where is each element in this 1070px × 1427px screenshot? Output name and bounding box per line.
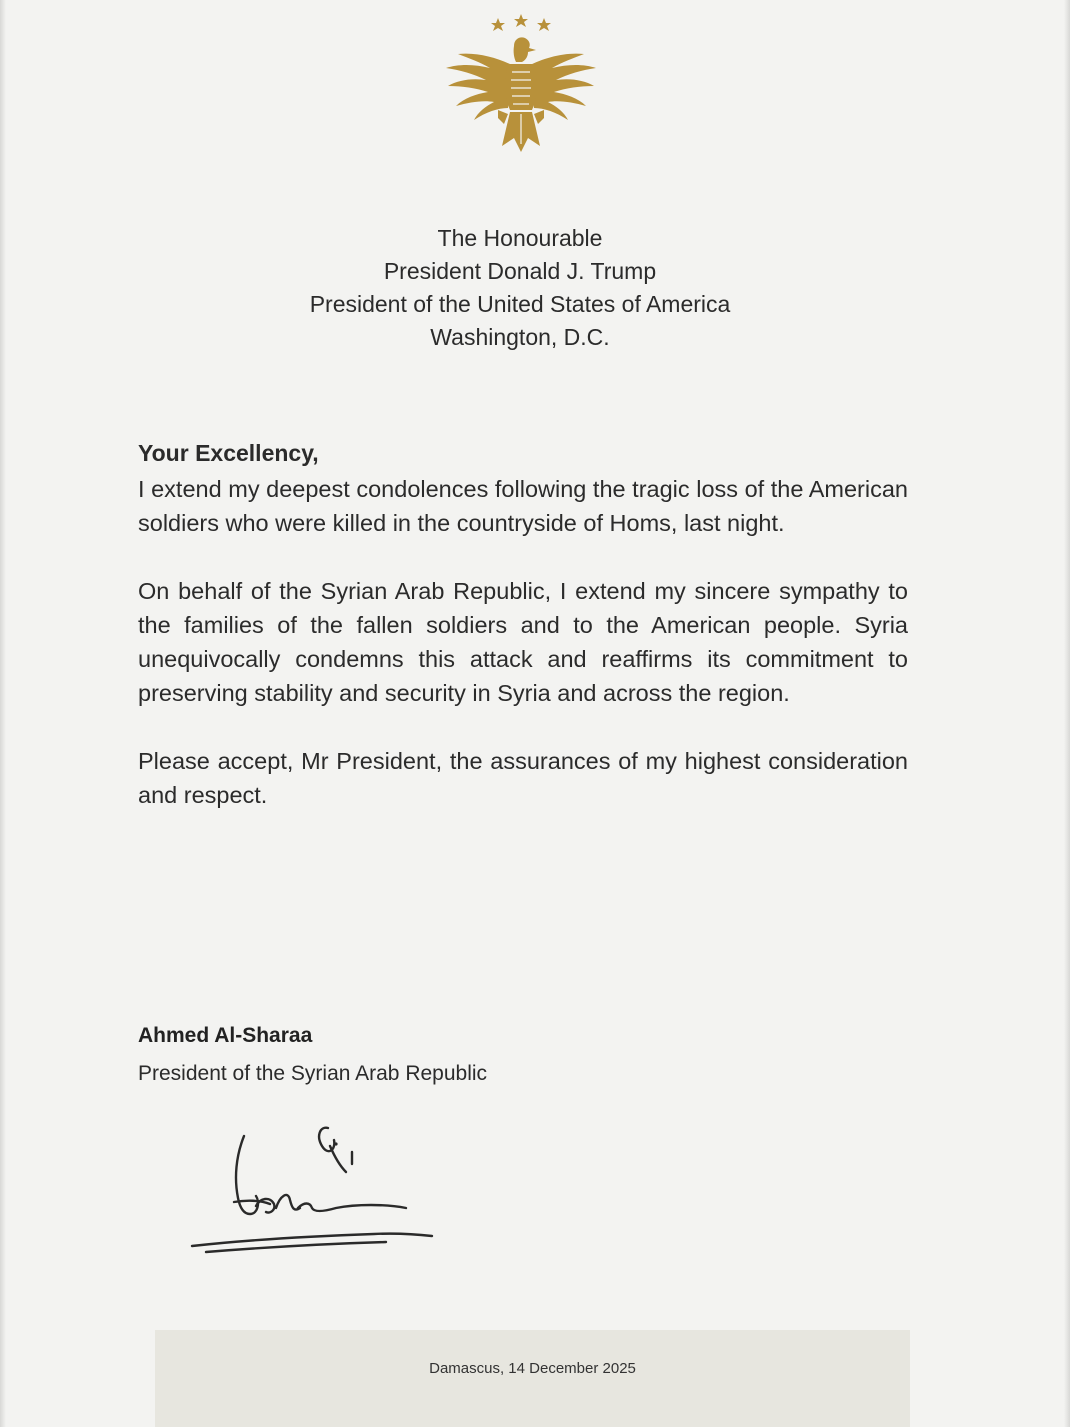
letter-body bbox=[138, 436, 908, 812]
signatory-title: President of the Syrian Arab Republic bbox=[138, 1062, 488, 1085]
addressee-block bbox=[170, 222, 870, 354]
paragraph-closing: Please accept, Mr President, the assurances of my highest consideration and respect. bbox=[138, 748, 908, 808]
handwritten-signature-icon bbox=[186, 1116, 446, 1266]
salutation: Your Excellency, bbox=[138, 440, 319, 466]
eagle-emblem-icon bbox=[428, 6, 614, 166]
page-edge-right bbox=[1064, 0, 1070, 1427]
place-date: Damascus, 14 December 2025 bbox=[429, 1360, 636, 1377]
paragraph-condolences: I extend my deepest condolences following the tragic loss of the American soldiers who were killed in the countryside of Homs, last night. bbox=[138, 476, 908, 536]
addressee-name: President Donald J. Trump bbox=[383, 258, 657, 284]
addressee-title: President of the United States of America bbox=[309, 291, 731, 317]
addressee-honorific: The Honourable bbox=[437, 225, 603, 251]
signatory-name: Ahmed Al-Sharaa bbox=[138, 1024, 313, 1047]
page-edge-left bbox=[0, 0, 6, 1427]
footer-band bbox=[155, 1330, 910, 1427]
addressee-location: Washington, D.C. bbox=[430, 324, 610, 350]
paragraph-sympathy: On behalf of the Syrian Arab Republic, I extend my sincere sympathy to the families of the fallen soldiers and to the American people. Syria unequivocally condemns this attack and reaffirms its commitment to preserving stability and security in Syria and across the region. bbox=[138, 578, 908, 706]
